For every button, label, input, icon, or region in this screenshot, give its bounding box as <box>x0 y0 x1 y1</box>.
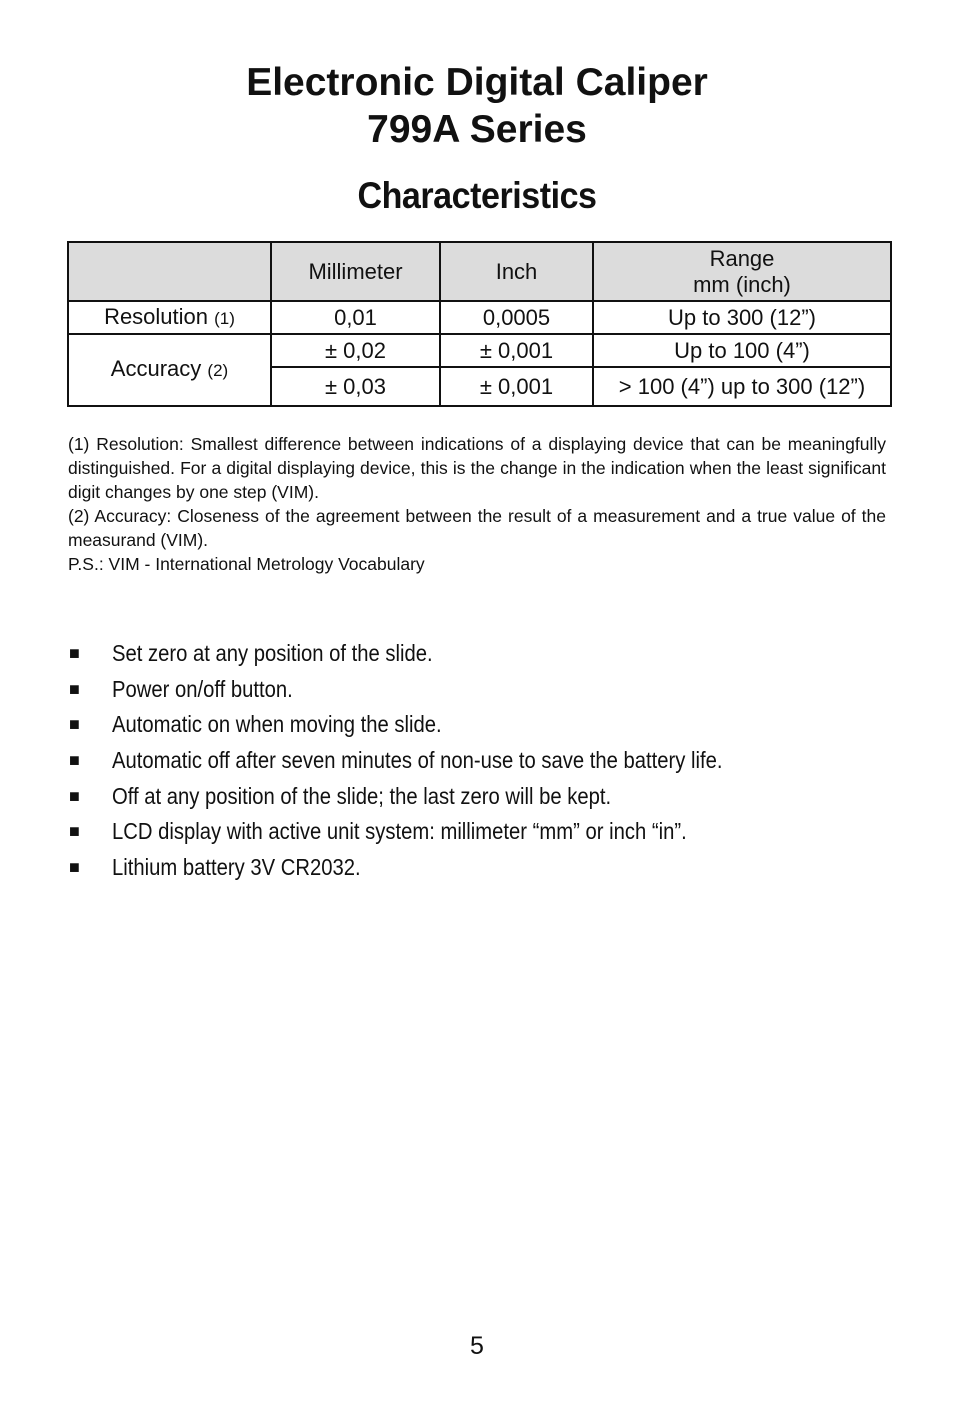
accuracy-label: Accuracy <box>110 356 202 381</box>
feature-text: Automatic on when moving the slide. <box>112 711 442 738</box>
header-range-units: mm (inch) <box>693 271 791 297</box>
header-millimeter: Millimeter <box>271 242 440 301</box>
table-header-row <box>68 242 891 301</box>
resolution-label: Resolution <box>104 303 209 329</box>
header-range-title: Range <box>709 245 775 271</box>
footnote-ps: P.S.: VIM - International Metrology Vocabulary <box>68 554 425 574</box>
header-inch: Inch <box>440 242 593 301</box>
resolution-mm: 0,01 <box>271 301 440 334</box>
footnote-resolution: (1) Resolution: Smallest difference between indications of a displaying device that can be meaningfully distinguished. For a digital displaying device, this is the change in the indication when the least significant digit changes by one step (VIM). <box>68 434 886 502</box>
characteristics-table <box>67 241 892 407</box>
square-bullet-icon: ■ <box>69 678 80 699</box>
square-bullet-icon: ■ <box>69 785 80 806</box>
feature-text: Off at any position of the slide; the last zero will be kept. <box>112 782 612 809</box>
accuracy-note-ref: (2) <box>207 361 229 380</box>
feature-text: LCD display with active unit system: millimeter “mm” or inch “in”. <box>112 818 687 845</box>
document-title: Electronic Digital Caliper <box>246 61 708 104</box>
feature-text: Lithium battery 3V CR2032. <box>112 854 361 881</box>
footnotes <box>68 432 886 576</box>
square-bullet-icon: ■ <box>69 643 80 663</box>
row-label-resolution <box>68 301 271 334</box>
resolution-inch: 0,0005 <box>440 301 593 334</box>
page-number: 5 <box>470 1332 484 1360</box>
feature-text: Automatic off after seven minutes of non-use to save the battery life. <box>112 747 723 774</box>
list-item <box>68 636 908 672</box>
row-label-accuracy <box>68 334 271 406</box>
accuracy-range-2: > 100 (4”) up to 300 (12”) <box>593 367 891 406</box>
list-item <box>68 743 908 779</box>
table-row <box>68 334 891 367</box>
accuracy-inch-2: ± 0,001 <box>440 367 593 406</box>
resolution-note-ref: (1) <box>214 308 235 328</box>
section-title: Characteristics <box>357 175 597 216</box>
resolution-range: Up to 300 (12”) <box>593 301 891 334</box>
header-empty-cell <box>68 242 271 301</box>
footnote-accuracy: (2) Accuracy: Closeness of the agreement between the result of a measurement and a true value of the measurand (VIM). <box>68 506 886 550</box>
features-list <box>68 636 908 886</box>
square-bullet-icon: ■ <box>69 714 80 735</box>
list-item <box>68 814 908 850</box>
list-item <box>68 707 908 743</box>
accuracy-inch-1: ± 0,001 <box>440 334 593 367</box>
header-range <box>593 242 891 301</box>
square-bullet-icon: ■ <box>69 750 80 771</box>
accuracy-mm-2: ± 0,03 <box>271 367 440 406</box>
feature-text: Set zero at any position of the slide. <box>112 640 433 666</box>
list-item <box>68 850 908 886</box>
square-bullet-icon: ■ <box>69 821 80 842</box>
list-item <box>68 779 908 815</box>
table-row <box>68 301 891 334</box>
feature-text: Power on/off button. <box>112 675 293 702</box>
list-item <box>68 672 908 708</box>
square-bullet-icon: ■ <box>69 857 80 878</box>
document-subtitle: 799A Series <box>367 108 587 151</box>
accuracy-mm-1: ± 0,02 <box>271 334 440 367</box>
accuracy-range-1: Up to 100 (4”) <box>593 334 891 367</box>
